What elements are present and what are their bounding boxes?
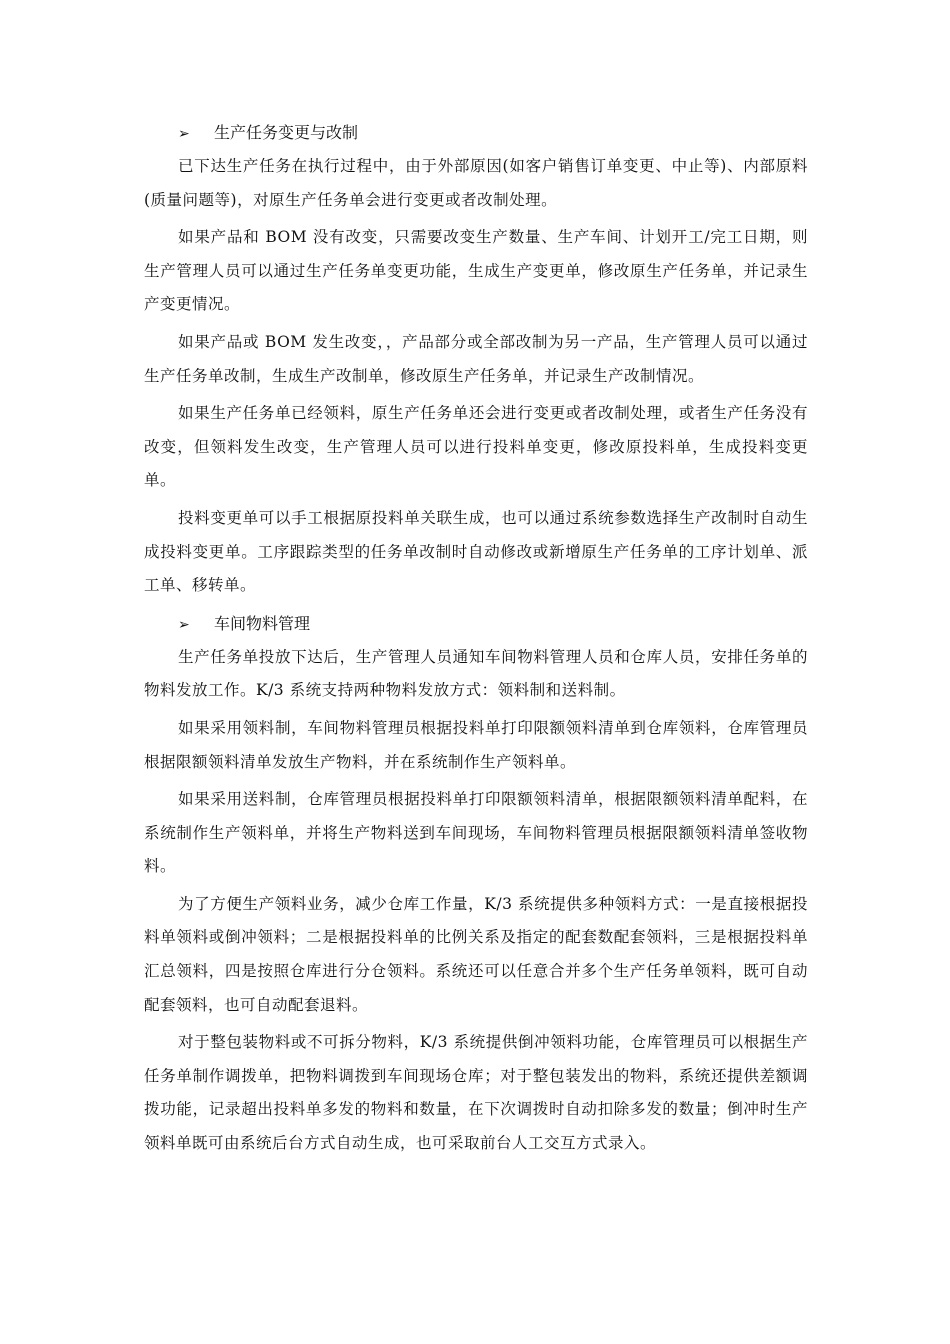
paragraph: 如果采用送料制，仓库管理员根据投料单打印限额领料清单，根据限额领料清单配料，在系统制作生产领料单，并将生产物料送到车间现场，车间物料管理员根据限额领料清单签收物料。: [144, 790, 808, 876]
paragraph: 对于整包装物料或不可拆分物料，K/3 系统提供倒冲领料功能，仓库管理员可以根据生产任务单制作调拨单，把物料调拨到车间现场仓库；对于整包装发出的物料，系统还提供差额调拨功能，记录超出投料单多发的物料和数量，在下次调拨时自动扣除多发的数量；倒冲时生产领料单既可由系统后台方式自动生成，也可采取前台人工交互方式录入。: [144, 1033, 808, 1153]
paragraph: 为了方便生产领料业务，减少仓库工作量，K/3 系统提供多种领料方式：一是直接根据投料单领料或倒冲领料；二是根据投料单的比例关系及指定的配套数配套领料，三是根据投料单汇总领料，四是按照仓库进行分仓领料。系统还可以任意合并多个生产任务单领料，既可自动配套领料，也可自动配套退料。: [144, 894, 808, 1014]
section-heading-workshop-materials: [144, 607, 808, 641]
arrow-bullet-icon: ➢: [178, 126, 190, 142]
paragraph: 如果生产任务单已经领料，原生产任务单还会进行变更或者改制处理，或者生产任务没有改变，但领料发生改变，生产管理人员可以进行投料单变更，修改原投料单，生成投料变更单。: [144, 404, 808, 490]
paragraph: 如果产品和 BOM 没有改变，只需要改变生产数量、生产车间、计划开工/完工日期，则生产管理人员可以通过生产任务单变更功能，生成生产变更单，修改原生产任务单，并记录生产变更情况。: [144, 228, 808, 314]
document-body: [144, 116, 808, 1165]
paragraph: 如果产品或 BOM 发生改变，，产品部分或全部改制为另一产品，生产管理人员可以通过生产任务单改制，生成生产改制单，修改原生产任务单，并记录生产改制情况。: [144, 332, 808, 385]
paragraph: 投料变更单可以手工根据原投料单关联生成，也可以通过系统参数选择生产改制时自动生成投料变更单。工序跟踪类型的任务单改制时自动修改或新增原生产任务单的工序计划单、派工单、移转单。: [144, 508, 808, 595]
section-heading-production-change: [144, 116, 808, 150]
arrow-bullet-icon: ➢: [178, 616, 190, 633]
paragraph: 如果采用领料制，车间物料管理员根据投料单打印限额领料清单到仓库领料，仓库管理员根据限额领料清单发放生产物料，并在系统制作生产领料单。: [144, 718, 808, 771]
section-title: 车间物料管理: [214, 613, 311, 633]
section-title: 生产任务变更与改制: [214, 123, 359, 142]
paragraph: 已下达生产任务在执行过程中，由于外部原因(如客户销售订单变更、中止等)、内部原料(质量问题等)，对原生产任务单会进行变更或者改制处理。: [144, 157, 808, 209]
paragraph: 生产任务单投放下达后，生产管理人员通知车间物料管理人员和仓库人员，安排任务单的物料发放工作。K/3 系统支持两种物料发放方式：领料制和送料制。: [144, 647, 808, 700]
